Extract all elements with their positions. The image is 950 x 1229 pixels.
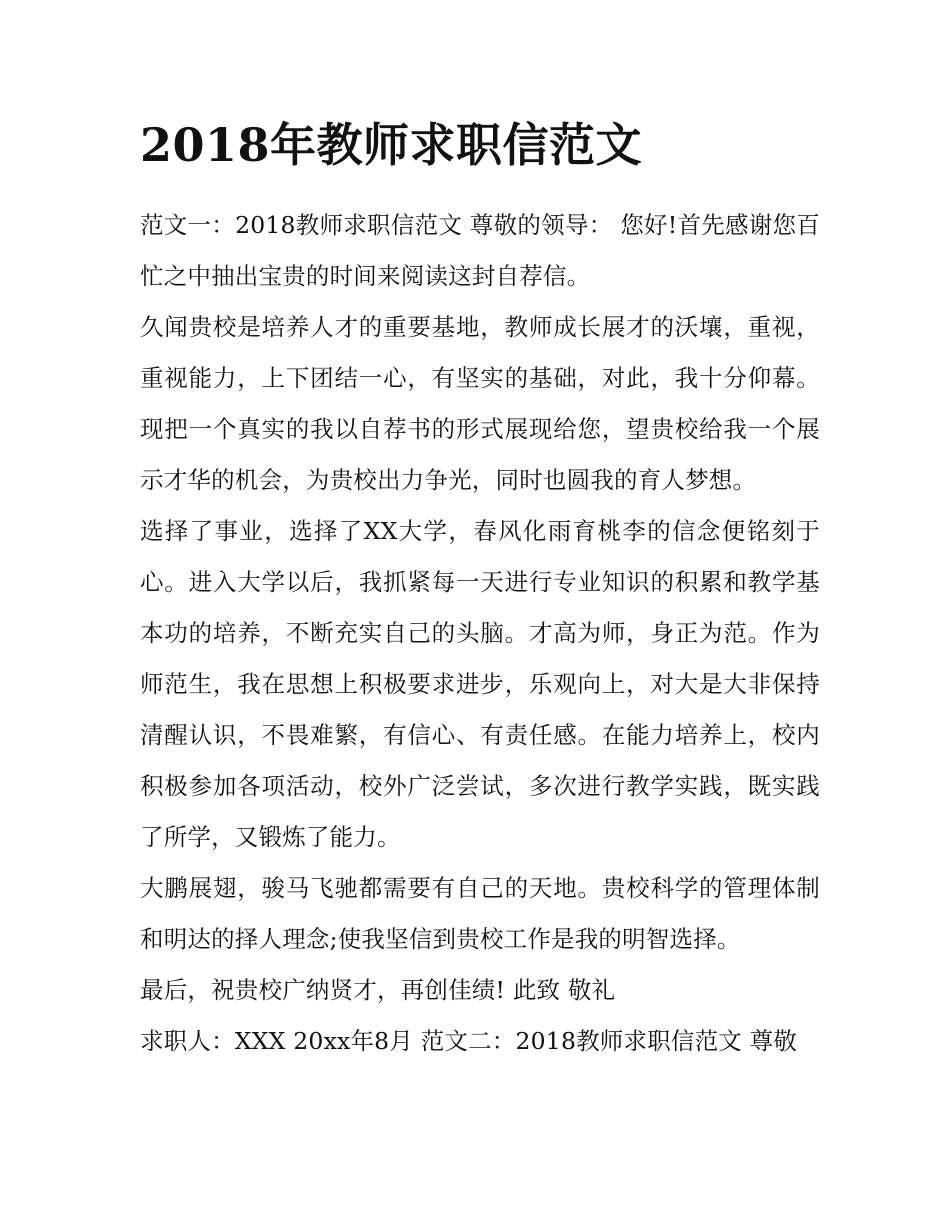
paragraph-university-experience: 选择了事业，选择了XX大学，春风化雨育桃李的信念便铭刻于心。进入大学以后，我抓紧每一天进行专业知识的积累和教学基本功的培养，不断充实自己的头脑。才高为师，身正为范。作为师范生，我在思想上积极要求进步，乐观向上，对大是大非保持清醒认识，不畏难繁，有信心、有责任感。在能力培养上，校内积极参加各项活动，校外广泛尝试，多次进行教学实践，既实践了所学，又锻炼了能力。 xyxy=(140,517,820,851)
document-title: 2018年教师求职信范文 xyxy=(140,118,643,172)
paragraph-salutation: 范文一：2018教师求职信范文 尊敬的领导： 您好!首先感谢您百忙之中抽出宝贵的时间来阅读这封自荐信。 xyxy=(140,211,820,290)
document-page xyxy=(140,112,820,1067)
document-body xyxy=(140,200,820,1067)
paragraph-signature: 求职人：XXX 20xx年8月 范文二：2018教师求职信范文 尊敬 xyxy=(140,1027,798,1055)
paragraph-choice: 大鹏展翅，骏马飞驰都需要有自己的天地。贵校科学的管理体制和明达的择人理念;使我坚信到贵校工作是我的明智选择。 xyxy=(140,874,820,953)
paragraph-school-admiration: 久闻贵校是培养人才的重要基地，教师成长展才的沃壤，重视，重视能力，上下团结一心，有坚实的基础，对此，我十分仰幕。现把一个真实的我以自荐书的形式展现给您，望贵校给我一个展示才华的机会，为贵校出力争光，同时也圆我的育人梦想。 xyxy=(140,313,820,494)
paragraph-closing: 最后，祝贵校广纳贤才，再创佳绩! 此致 敬礼 xyxy=(140,976,616,1004)
